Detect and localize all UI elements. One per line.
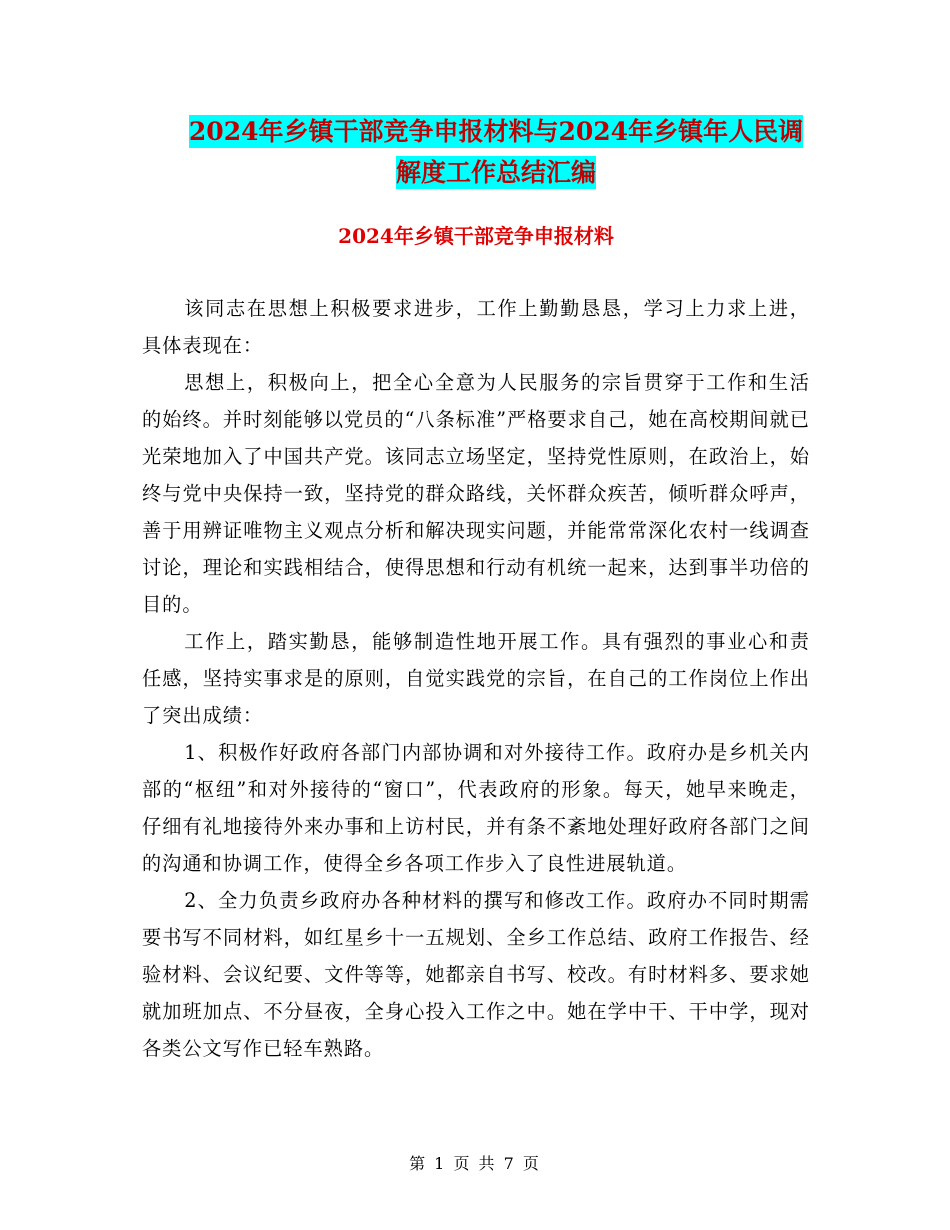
main-title-line-1-highlight: 2024年乡镇干部竞争申报材料与2024年乡镇年人民调 [188, 117, 804, 146]
paragraph: 2、全力负责乡政府办各种材料的撰写和修改工作。政府办不同时期需要书写不同材料，如红星乡十一五规划、全乡工作总结、政府工作报告、经验材料、会议纪要、文件等等，她都亲自书写、校改。有时材料多、要求她就加班加点、不分昼夜，全身心投入工作之中。她在学中干、干中学，现对各类公文写作已轻车熟路。 [142, 889, 810, 1060]
paragraph: 思想上，积极向上，把全心全意为人民服务的宗旨贯穿于工作和生活的始终。并时刻能够以党员的“八条标准”严格要求自己，她在高校期间就已光荣地加入了中国共产党。该同志立场坚定，坚持党性原则，在政治上，始终与党中央保持一致，坚持党的群众路线，关怀群众疾苦，倾听群众呼声，善于用辨证唯物主义观点分析和解决现实问题，并能常常深化农村一线调查讨论，理论和实践相结合，使得思想和行动有机统一起来，达到事半功倍的目的。 [142, 371, 810, 616]
paragraph: 1、积极作好政府各部门内部协调和对外接待工作。政府办是乡机关内部的“枢纽”和对外接待的“窗口”，代表政府的形象。每天，她早来晚走，仔细有礼地接待外来办事和上访村民，并有条不紊地处理好政府各部门之间的沟通和协调工作，使得全乡各项工作步入了良性进展轨道。 [142, 741, 810, 875]
section-title: 2024年乡镇干部竞争申报材料 [338, 224, 614, 248]
body-text [142, 290, 810, 1067]
paragraph: 该同志在思想上积极要求进步，工作上勤勤恳恳，学习上力求上进，具体表现在： [142, 297, 810, 357]
main-title-line-2 [140, 152, 852, 194]
main-title-line-1 [140, 111, 852, 153]
paragraph: 工作上，踏实勤恳，能够制造性地开展工作。具有强烈的事业心和责任感，坚持实事求是的原则，自觉实践党的宗旨，在自己的工作岗位上作出了突出成绩： [142, 630, 810, 727]
page-footer: 第 1 页 共 7 页 [409, 1154, 541, 1173]
main-title-line-2-highlight: 解度工作总结汇编 [395, 158, 596, 187]
